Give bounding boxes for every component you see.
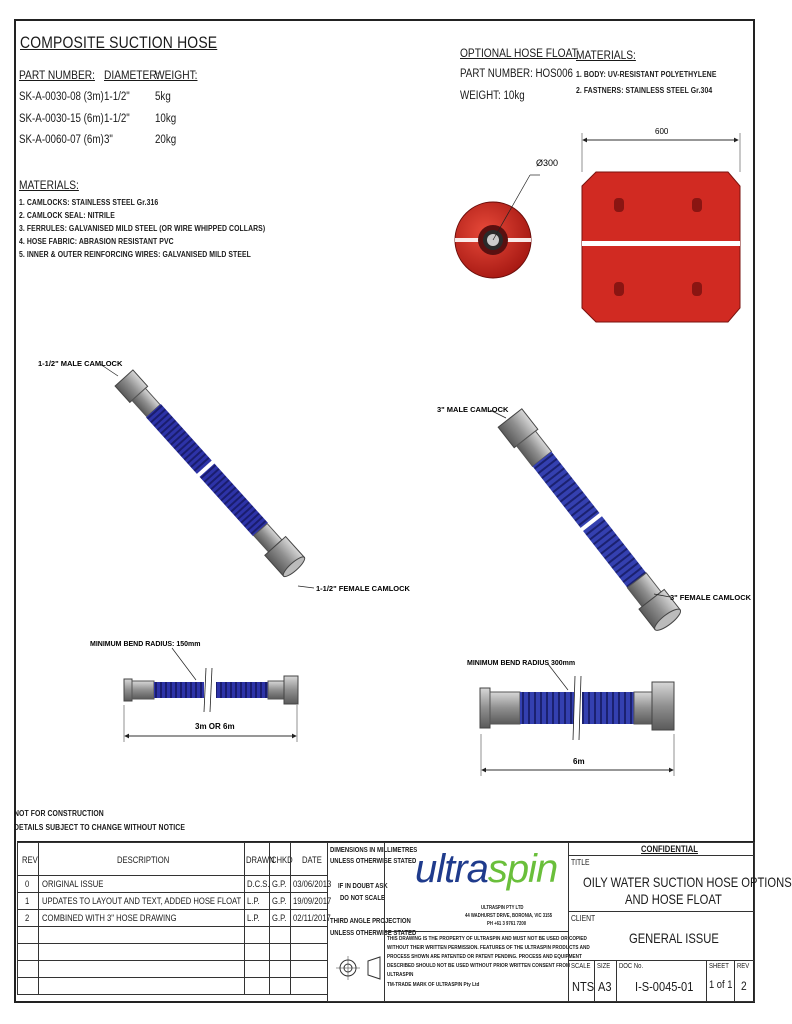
- date-header-cell: DATE: [290, 842, 328, 876]
- float-material-item: 2. FASTNERS: STAINLESS STEEL Gr.304: [576, 85, 713, 95]
- revision-cell-date: [290, 875, 332, 893]
- revision-cell-chkd: [269, 943, 291, 961]
- size-cell: SIZE A3: [594, 960, 617, 1002]
- material-item: 2. CAMLOCK SEAL: NITRILE: [19, 210, 115, 220]
- revision-cell-desc: [38, 926, 245, 944]
- revision-cell-drawn: [244, 926, 270, 944]
- float-material-item: 1. BODY: UV-RESISTANT POLYETHYLENE: [576, 69, 717, 79]
- doc-number-cell: DOC No. I-S-0045-01: [616, 960, 707, 1002]
- revision-cell-chkd: [269, 960, 291, 978]
- revision-desc: ORIGINAL ISSUE: [42, 879, 104, 889]
- revision-rev: 1: [25, 896, 30, 906]
- float-length-label: 600: [655, 127, 669, 136]
- revision-chkd: G.P.: [272, 879, 287, 889]
- drawing-main-title-line2: AND HOSE FLOAT: [625, 891, 722, 907]
- revision-cell-chkd: [269, 892, 291, 910]
- drawn-header-cell: DRAWN: [244, 842, 270, 876]
- callout-male-small: 1-1/2" MALE CAMLOCK: [38, 359, 123, 368]
- revision-cell-desc: [38, 943, 245, 961]
- part-diameter: 1-1/2": [104, 91, 130, 103]
- revision-chkd: G.P.: [272, 896, 287, 906]
- revision-cell-chkd: [269, 875, 291, 893]
- revision-cell-date: [290, 909, 331, 927]
- hose-large-isometric: [490, 408, 683, 633]
- revision-cell-desc: [38, 909, 245, 927]
- revision-drawn: L.P.: [247, 896, 260, 906]
- third-angle-projection-icon: [336, 951, 384, 985]
- revision-drawn: D.C.S.: [247, 879, 270, 889]
- revision-date: 02/11/2017: [293, 913, 331, 923]
- dim-length-large: 6m: [573, 757, 585, 766]
- callout-female-small: 1-1/2" FEMALE CAMLOCK: [316, 584, 410, 593]
- revision-cell-drawn: [244, 977, 270, 995]
- company-logo: ultraspin: [415, 847, 558, 891]
- materials-heading: MATERIALS:: [19, 178, 79, 192]
- revision-chkd: G.P.: [272, 913, 287, 923]
- revision-cell-rev: [17, 943, 39, 961]
- part-diameter: 1-1/2": [104, 113, 130, 125]
- note-subject-to-change: DETAILS SUBJECT TO CHANGE WITHOUT NOTICE: [14, 822, 186, 832]
- client-cell: CLIENT GENERAL ISSUE: [568, 911, 755, 961]
- company-logo-cell: [384, 842, 569, 932]
- revision-cell-drawn: [244, 909, 270, 927]
- part-weight: 20kg: [155, 134, 177, 146]
- callout-bend-small: MINIMUM BEND RADIUS: 150mm: [90, 641, 201, 648]
- revision-cell-drawn: [244, 943, 270, 961]
- scale-cell: SCALE NTS: [568, 960, 595, 1002]
- company-name: ULTRASPIN PTY LTD: [481, 905, 524, 911]
- callout-female-large: 3" FEMALE CAMLOCK: [670, 593, 752, 602]
- revision-cell-desc: [38, 960, 245, 978]
- revision-cell-chkd: [269, 977, 291, 995]
- revision-cell-chkd: [269, 926, 291, 944]
- dim-length-small: 3m OR 6m: [195, 722, 235, 731]
- revision-cell-date: [290, 977, 328, 995]
- part-number: SK-A-0060-07 (6m): [19, 134, 104, 146]
- revision-cell-date: [290, 926, 328, 944]
- revision-desc: UPDATES TO LAYOUT AND TEXT, ADDED HOSE FLOAT: [42, 896, 242, 906]
- confidential-cell: CONFIDENTIAL: [568, 842, 755, 856]
- revision-cell-desc: [38, 977, 245, 995]
- revision-cell-date: [290, 892, 332, 910]
- revision-cell-chkd: [269, 909, 291, 927]
- revision-cell-drawn: [244, 875, 270, 893]
- rev-cell: REV 2: [734, 960, 755, 1002]
- rev-header-cell: REV: [17, 842, 39, 876]
- col-diameter: DIAMETER:: [104, 68, 160, 82]
- float-part-number: PART NUMBER: HOS006: [460, 68, 573, 80]
- float-end-view: [455, 158, 558, 278]
- part-weight: 10kg: [155, 113, 177, 125]
- material-item: 3. FERRULES: GALVANISED MILD STEEL (OR WIRE WHIPPED COLLARS): [19, 223, 266, 233]
- notes-column: DIMENSIONS IN MILLIMETRES UNLESS OTHERWISE STATED IF IN DOUBT ASK DO NOT SCALE THIRD ANGLE PROJECTION UNLESS OTHERWISE STATED: [327, 842, 385, 1002]
- revision-cell-desc: [38, 892, 245, 910]
- col-part-number: PART NUMBER:: [19, 68, 95, 82]
- chkd-header-cell: CHKD: [269, 842, 291, 876]
- callout-bend-large: MINIMUM BEND RADIUS 300mm: [467, 660, 576, 667]
- revision-cell-date: [290, 943, 328, 961]
- drawing-title: COMPOSITE SUCTION HOSE: [20, 33, 218, 52]
- sheet-cell: SHEET 1 of 1: [706, 960, 735, 1002]
- title-cell: TITLE OILY WATER SUCTION HOSE OPTIONS AND HOSE FLOAT: [568, 855, 755, 912]
- float-side-view: [582, 127, 740, 322]
- revision-rev: 2: [25, 913, 30, 923]
- revision-rev: 0: [25, 879, 30, 889]
- company-address: 44 WADHURST DRIVE, BORONIA, VIC 3155: [465, 913, 553, 919]
- revision-cell-rev: [17, 977, 39, 995]
- float-diameter-label: Ø300: [536, 158, 559, 168]
- col-weight: WEIGHT:: [155, 68, 198, 82]
- company-phone: PH +61 3 9761 7200: [487, 921, 527, 927]
- material-item: 4. HOSE FABRIC: ABRASION RESISTANT PVC: [19, 236, 174, 246]
- revision-drawn: L.P.: [247, 913, 260, 923]
- part-number: SK-A-0030-15 (6m): [19, 113, 104, 125]
- revision-cell-date: [290, 960, 328, 978]
- revision-cell-drawn: [244, 960, 270, 978]
- float-heading: OPTIONAL HOSE FLOAT: [460, 46, 578, 60]
- revision-cell-desc: [38, 875, 245, 893]
- part-number: SK-A-0030-08 (3m): [19, 91, 104, 103]
- drawing-main-title: OILY WATER SUCTION HOSE OPTIONS: [583, 874, 792, 890]
- revision-cell-rev: [17, 875, 39, 893]
- disclaimer-cell: THIS DRAWING IS THE PROPERTY OF ULTRASPIN AND MUST NOT BE USED OR COPIED WITHOUT THEIR WRITTEN PERMISSION. FEATURES OF THE ULTRASPIN PRODUCTS AND PROCESS SHOWN ARE PATENTED OR PATENT PENDING. PROCESS AND EQUIPMENT DESCRIBED SHOULD NOT BE USED WITHOUT PRIOR WRITTEN CONSENT FROM ULTRASPIN TM-TRADE MARK OF ULTRASPIN Pty Ltd: [384, 931, 569, 1002]
- float-weight: WEIGHT: 10kg: [460, 90, 525, 102]
- revision-cell-rev: [17, 909, 39, 927]
- part-diameter: 3": [104, 134, 113, 146]
- desc-header-cell: DESCRIPTION: [38, 842, 245, 876]
- material-item: 1. CAMLOCKS: STAINLESS STEEL Gr.316: [19, 197, 159, 207]
- revision-cell-rev: [17, 892, 39, 910]
- material-item: 5. INNER & OUTER REINFORCING WIRES: GALVANISED MILD STEEL: [19, 249, 251, 259]
- hose-small-isometric: [100, 364, 314, 588]
- callout-male-large: 3" MALE CAMLOCK: [437, 405, 509, 414]
- revision-cell-rev: [17, 926, 39, 944]
- revision-date: 19/09/2017: [293, 896, 332, 906]
- revision-cell-drawn: [244, 892, 270, 910]
- revision-date: 03/06/2013: [293, 879, 332, 889]
- revision-desc: COMBINED WITH 3" HOSE DRAWING: [42, 913, 177, 923]
- note-not-for-construction: NOT FOR CONSTRUCTION: [14, 808, 104, 818]
- float-materials-heading: MATERIALS:: [576, 48, 636, 62]
- title-block: [17, 841, 792, 1002]
- part-weight: 5kg: [155, 91, 171, 103]
- client-name: GENERAL ISSUE: [629, 930, 719, 946]
- revision-cell-rev: [17, 960, 39, 978]
